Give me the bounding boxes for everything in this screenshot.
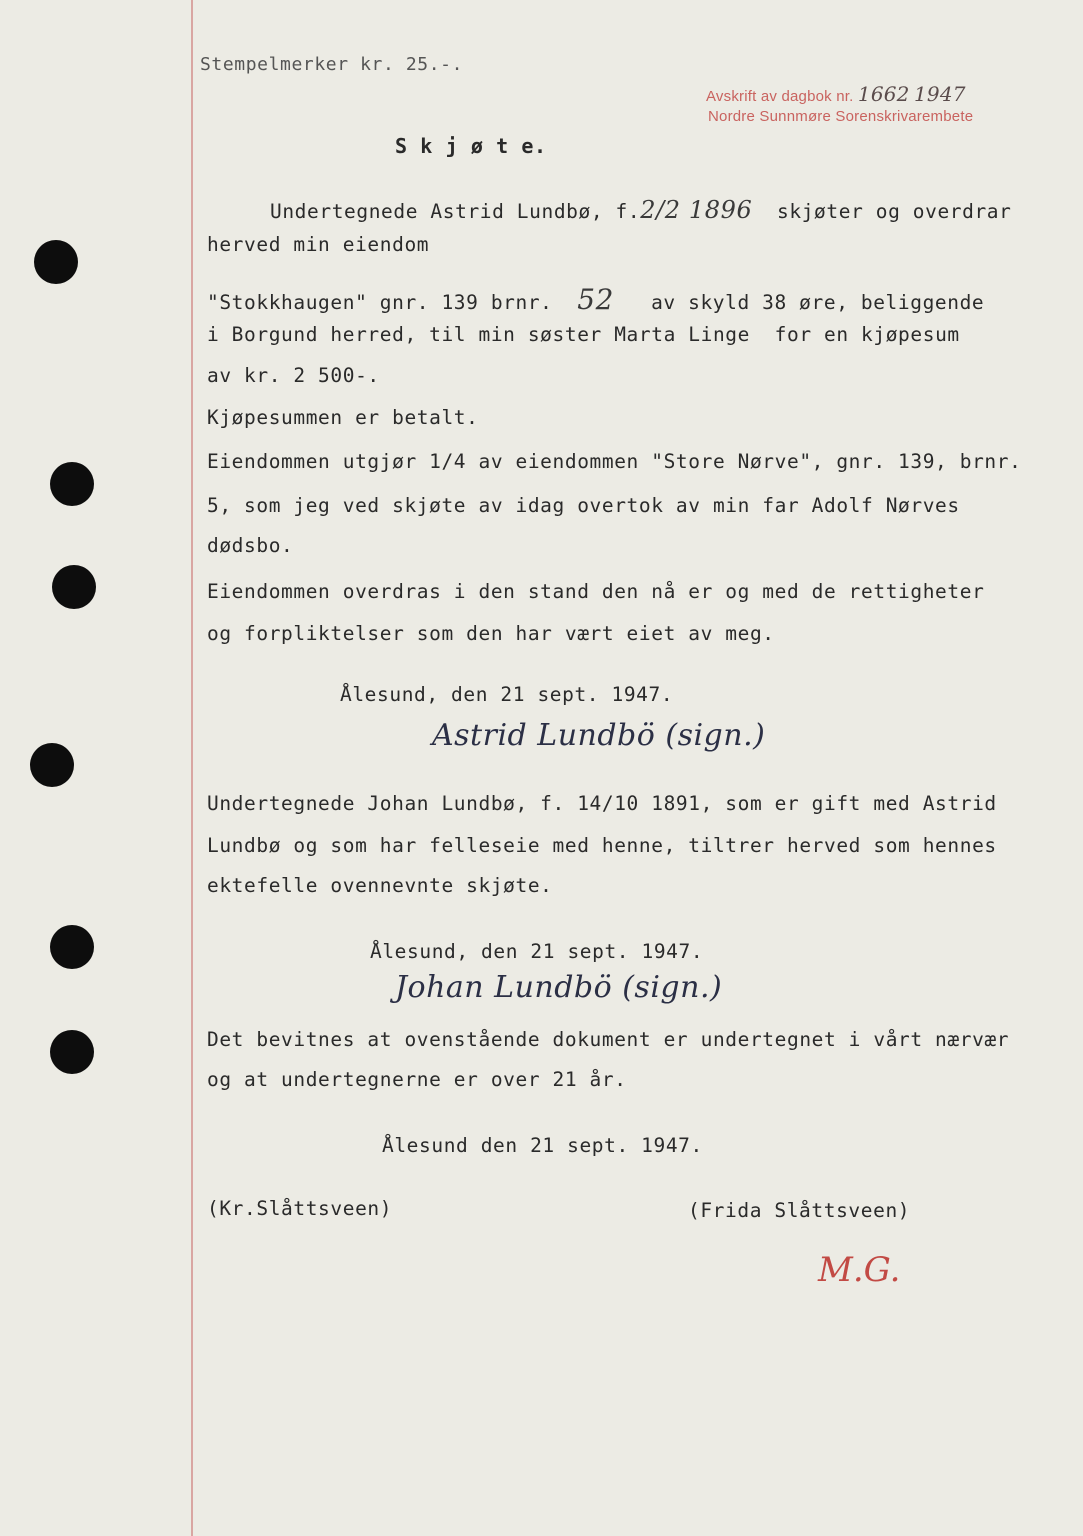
text-line: Undertegnede Johan Lundbø, f. 14/10 1891, som er gift med Astrid	[207, 792, 997, 815]
text-segment: av skyld 38 øre, beliggende	[651, 291, 985, 314]
text-segment: skjøter og overdrar	[777, 200, 1012, 223]
red-margin-line	[191, 0, 193, 1536]
text-segment: Undertegnede Astrid Lundbø, f.	[270, 200, 641, 223]
text-line: 5, som jeg ved skjøte av idag overtok av min far Adolf Nørves	[207, 494, 960, 517]
text-segment: i Borgund herred, til min søster Marta Linge	[207, 323, 750, 346]
text-line: Kjøpesummen er betalt.	[207, 406, 479, 429]
punch-hole-icon	[52, 565, 96, 609]
place-date: Ålesund den 21 sept. 1947.	[382, 1134, 703, 1157]
text-line: og forpliktelser som den har vært eiet av meg.	[207, 622, 775, 645]
document-title: S k j ø t e.	[395, 134, 547, 158]
witness-1: (Kr.Slåttsveen)	[207, 1197, 393, 1220]
text-line: dødsbo.	[207, 534, 294, 557]
text-line: herved min eiendom	[207, 233, 430, 256]
text-line: Eiendommen utgjør 1/4 av eiendommen "Store Nørve", gnr. 139, brnr.	[207, 450, 1022, 473]
text-line	[270, 196, 1012, 224]
stamp-number: 1662	[857, 82, 910, 106]
witness-2: (Frida Slåttsveen)	[688, 1199, 911, 1222]
text-line: ektefelle ovennevnte skjøte.	[207, 874, 553, 897]
place-date: Ålesund, den 21 sept. 1947.	[370, 940, 704, 963]
text-line: og at undertegnerne er over 21 år.	[207, 1068, 627, 1091]
registry-stamp	[706, 82, 966, 106]
red-initials: M.G.	[818, 1250, 901, 1290]
punch-hole-icon	[30, 743, 74, 787]
stamp-office: Nordre Sunnmøre Sorenskrivarembete	[708, 108, 974, 125]
brnr-handwritten: 52	[577, 283, 615, 316]
stamp-duty-note: Stempelmerker kr. 25.-.	[200, 54, 464, 75]
punch-hole-icon	[50, 462, 94, 506]
stamp-year: 1947	[913, 82, 966, 106]
text-segment: for en kjøpesum	[774, 323, 960, 346]
text-line: av kr. 2 500-.	[207, 364, 380, 387]
text-line: Eiendommen overdras i den stand den nå er og med de rettigheter	[207, 580, 985, 603]
text-line: Det bevitnes at ovenstående dokument er undertegnet i vårt nærvær	[207, 1028, 1010, 1051]
birth-date: 2/2 1896	[640, 196, 753, 224]
signature-astrid: Astrid Lundbö (sign.)	[432, 718, 766, 753]
text-line	[207, 283, 984, 316]
place-date: Ålesund, den 21 sept. 1947.	[340, 683, 674, 706]
text-segment: "Stokkhaugen" gnr. 139 brnr.	[207, 291, 553, 314]
punch-hole-icon	[34, 240, 78, 284]
punch-hole-icon	[50, 925, 94, 969]
signature-johan: Johan Lundbö (sign.)	[395, 970, 723, 1005]
stamp-prefix: Avskrift av dagbok nr.	[706, 88, 854, 105]
text-line	[207, 323, 960, 346]
text-line: Lundbø og som har felleseie med henne, tiltrer herved som hennes	[207, 834, 997, 857]
punch-hole-icon	[50, 1030, 94, 1074]
